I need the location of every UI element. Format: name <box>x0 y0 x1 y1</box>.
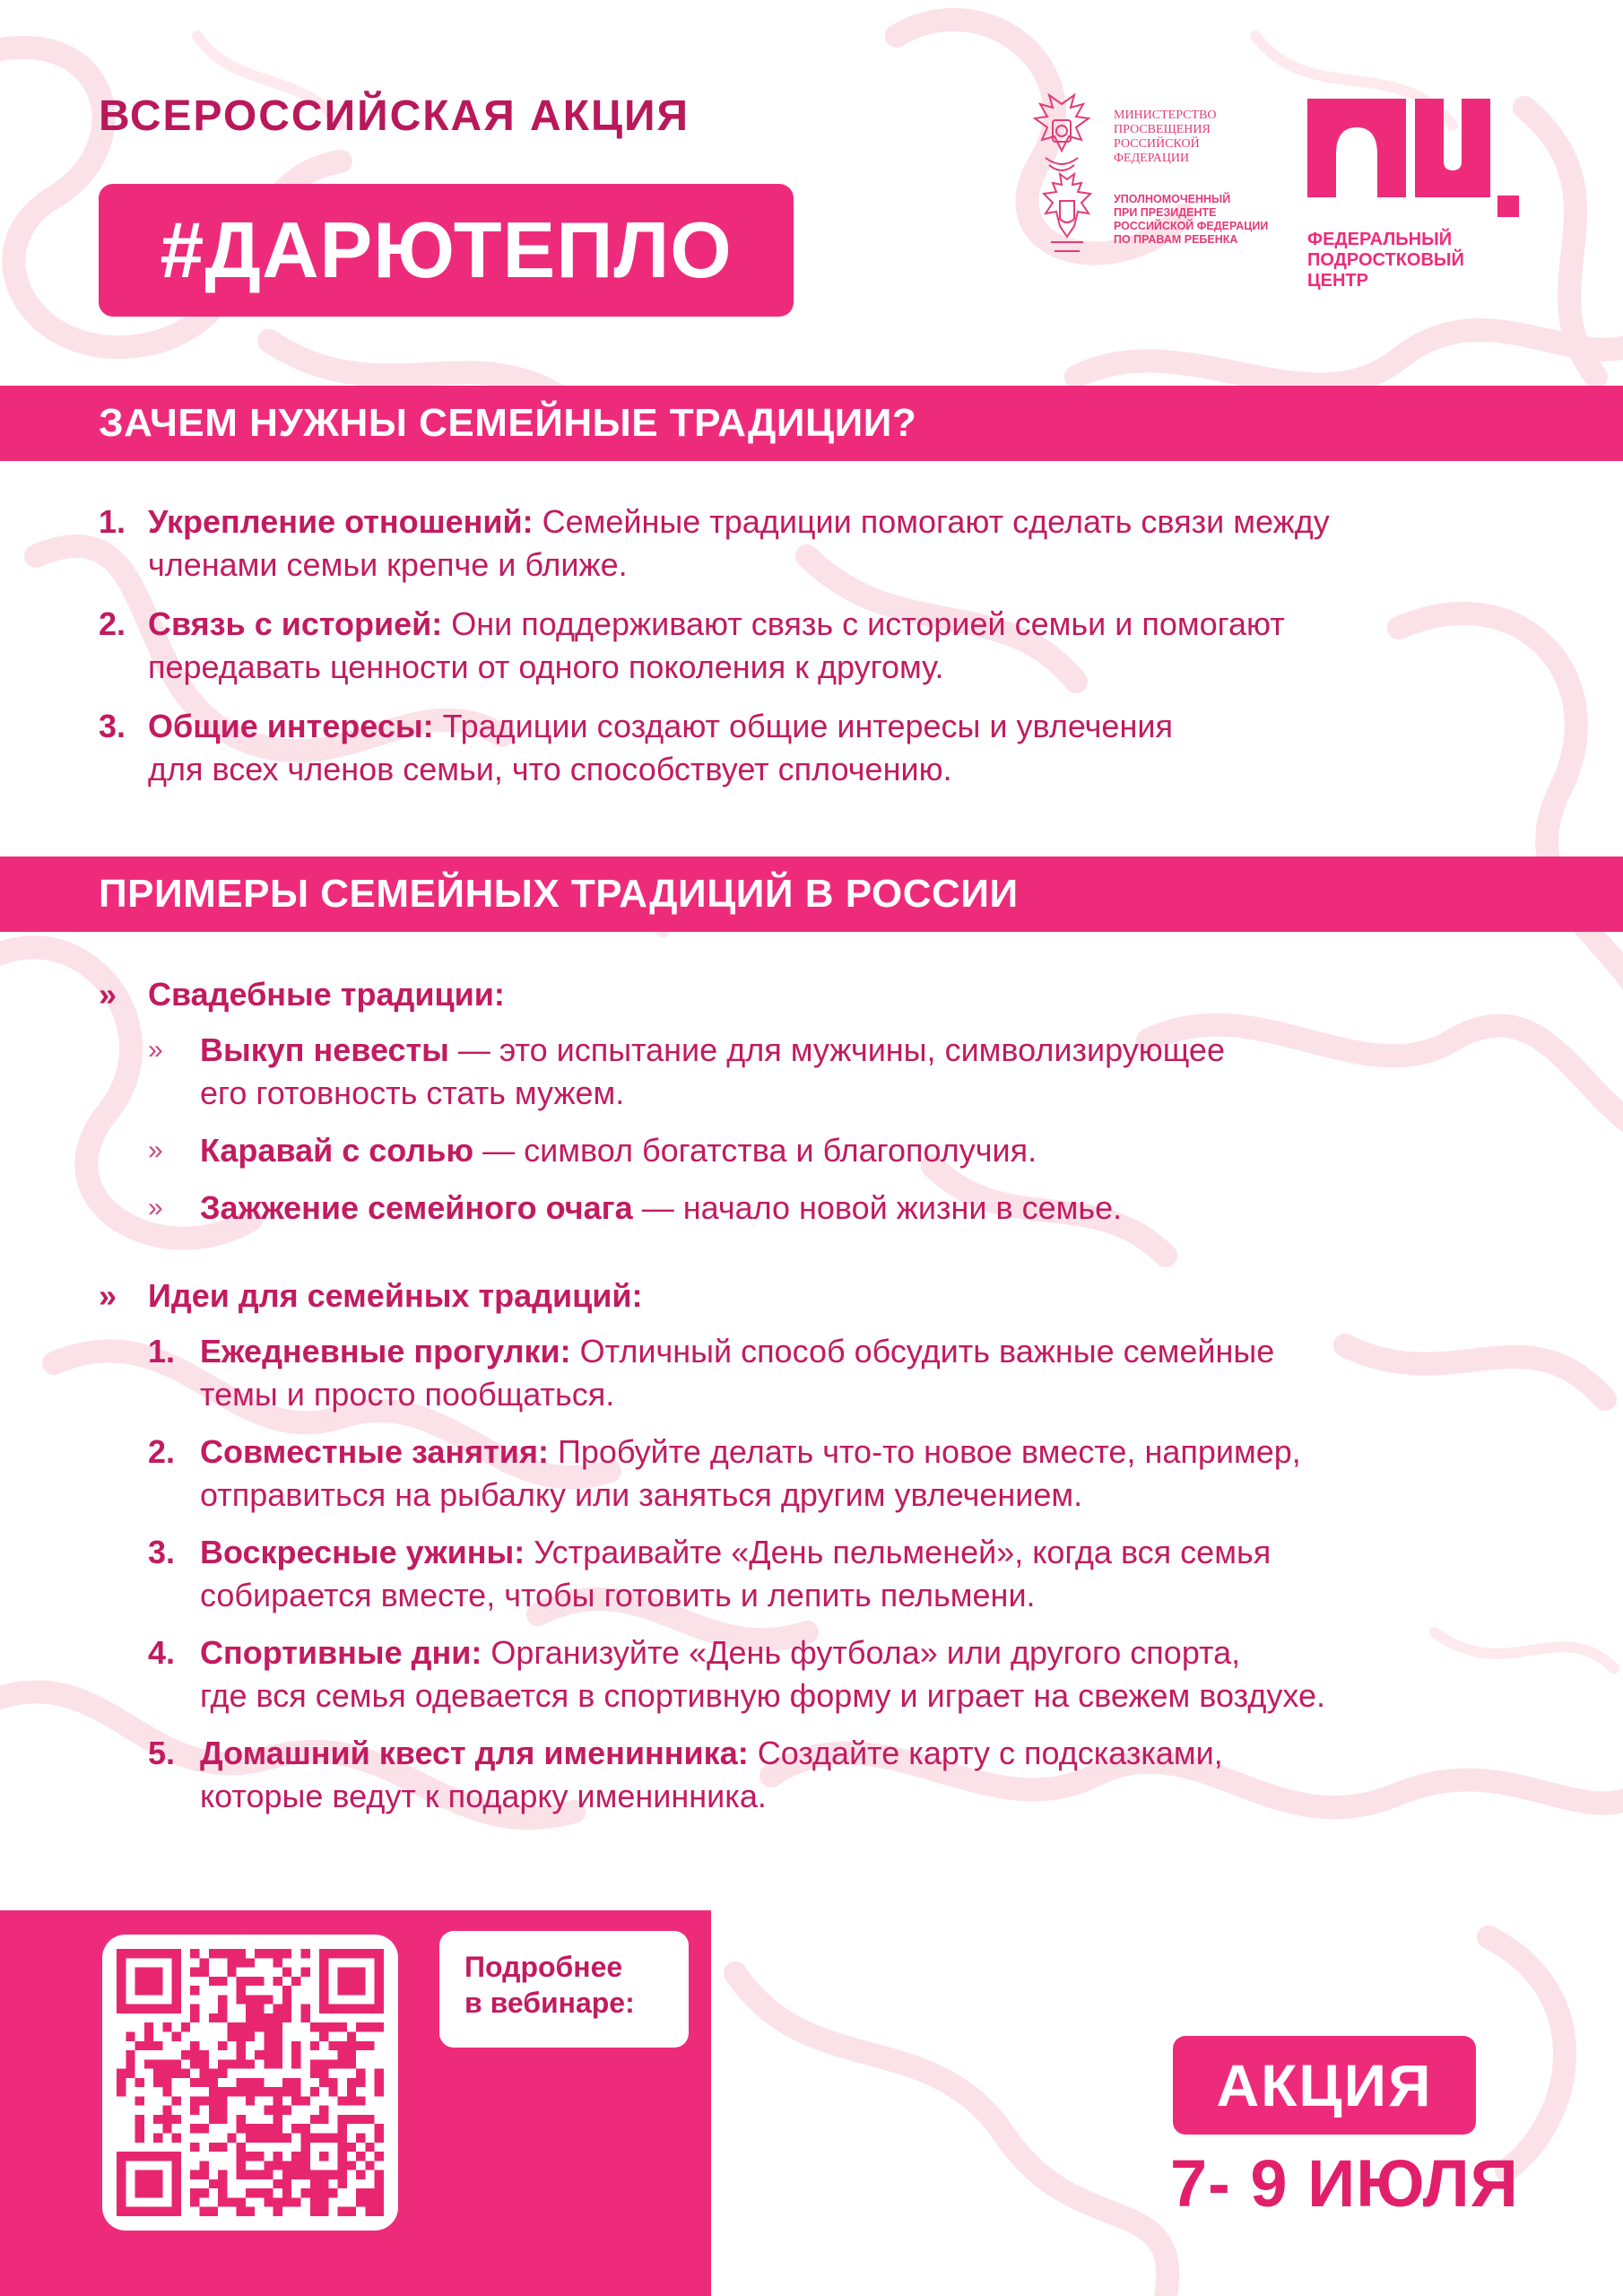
list-item: » Выкуп невесты — это испытание для мужчины, символизирующее его готовность стать мужем. <box>148 1031 1225 1111</box>
teen-center-logo <box>1307 99 1532 291</box>
list-item: 1. Укрепление отношений: Семейные традиции помогают сделать связи между членами семьи крепче и ближе. <box>99 503 1330 583</box>
list-item: 2. Совместные занятия: Пробуйте делать что-то новое вместе, например, отправиться на рыбалку или заняться другим увлечением. <box>148 1433 1301 1513</box>
action-label: АКЦИЯ <box>1216 2052 1433 2118</box>
section-banner-examples <box>0 857 1623 932</box>
ministry-logo-text: МИНИСТЕРСТВО ПРОСВЕЩЕНИЯ РОССИЙСКОЙ ФЕДЕРАЦИИ <box>1114 109 1217 165</box>
teen-center-mark-icon <box>1307 99 1523 220</box>
list-item: 3. Общие интересы: Традиции создают общие интересы и увлечения для всех членов семьи, что способствует сплочению. <box>99 708 1173 787</box>
list-item: 5. Домашний квест для именинника: Создайте карту с подсказками, которые ведут к подарку именинника. <box>148 1735 1223 1814</box>
hashtag-title: #ДАРЮТЕПЛО <box>160 205 733 294</box>
list-item: 1. Ежедневные прогулки: Отличный способ обсудить важные семейные темы и просто пообщаться. <box>148 1333 1275 1413</box>
qr-code[interactable] <box>117 1949 384 2216</box>
action-dates: 7- 9 ИЮЛЯ <box>1170 2146 1519 2221</box>
wedding-heading: » Свадебные традиции: <box>99 976 505 1013</box>
section-title: ЗАЧЕМ НУЖНЫ СЕМЕЙНЫЕ ТРАДИЦИИ? <box>99 401 917 445</box>
why-traditions-list <box>99 500 1533 807</box>
ombudsman-logo-text: УПОЛНОМОЧЕННЫЙ ПРИ ПРЕЗИДЕНТЕ РОССИЙСКОЙ ФЕДЕРАЦИИ ПО ПРАВАМ РЕБЕНКА <box>1114 193 1269 246</box>
webinar-label: Подробнее <box>464 1951 623 1983</box>
list-item: » Зажжение семейного очага — начало новой жизни в семье. <box>148 1189 1123 1226</box>
ombudsman-logo <box>1033 170 1268 269</box>
list-item: 4. Спортивные дни: Организуйте «День футбола» или другого спорта, где вся семья одевается в спортивную форму и играет на свежем воздухе. <box>148 1634 1325 1714</box>
list-item: » Каравай с солью — символ богатства и благополучия. <box>148 1132 1037 1169</box>
section-banner-why-traditions <box>0 386 1623 461</box>
webinar-callout: Подробнее в вебинаре: <box>439 1931 689 2048</box>
action-badge <box>1173 2036 1476 2135</box>
hashtag-banner <box>99 184 794 317</box>
ideas-heading: » Идеи для семейных традиций: <box>99 1277 643 1314</box>
traditions-examples <box>99 973 1569 1832</box>
section-title: ПРИМЕРЫ СЕМЕЙНЫХ ТРАДИЦИЙ В РОССИИ <box>99 872 1019 916</box>
eagle-emblem-icon <box>1033 170 1101 269</box>
campaign-eyebrow: ВСЕРОССИЙСКАЯ АКЦИЯ <box>99 92 690 140</box>
teen-center-logo-text: ФЕДЕРАЛЬНЫЙ ПОДРОСТКОВЫЙ ЦЕНТР <box>1307 230 1464 291</box>
list-item: 3. Воскресные ужины: Устраивайте «День пельменей», когда вся семья собирается вместе, чтобы готовить и лепить пельмени. <box>148 1534 1271 1613</box>
list-item: 2. Связь с историей: Они поддерживают связь с историей семьи и помогают передавать ценности от одного поколения к другому. <box>99 605 1285 685</box>
